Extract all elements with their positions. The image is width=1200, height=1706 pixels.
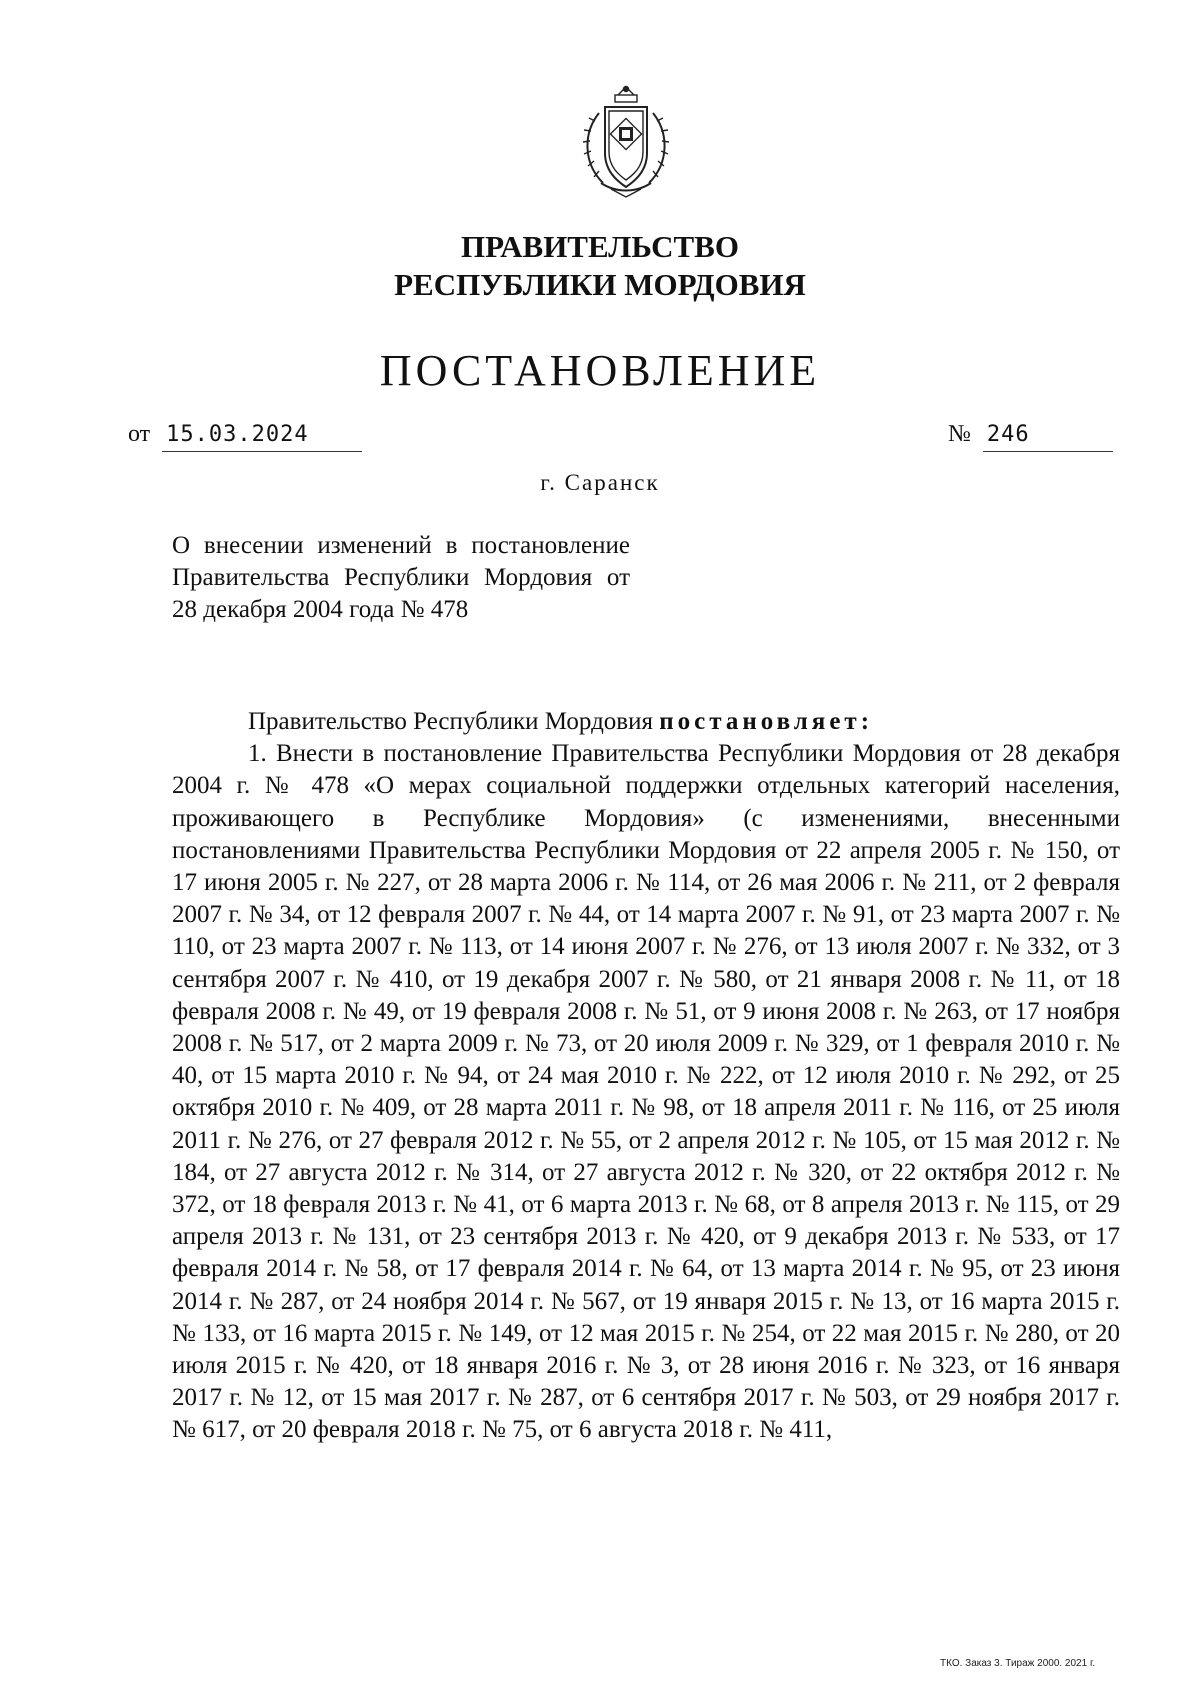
- date-value: 15.03.2024: [162, 419, 362, 452]
- document-body: [172, 706, 1120, 1447]
- preamble-verb: постановляет:: [659, 708, 874, 735]
- document-date: [128, 418, 362, 452]
- document-number: [948, 418, 1113, 452]
- government-title-line-1: ПРАВИТЕЛЬСТВО: [461, 229, 739, 264]
- coat-of-arms-emblem-icon: [571, 83, 681, 203]
- document-subject: О внесении изменений в постановление Правительства Республики Мордовия от 28 декабря 2004 года № 478: [172, 532, 630, 623]
- preamble-text: Правительство Республики Мордовия: [248, 708, 660, 735]
- number-value: 246: [983, 419, 1113, 452]
- government-title: [0, 228, 1200, 304]
- preamble-paragraph: [172, 706, 1120, 738]
- government-title-line-2: РЕСПУБЛИКИ МОРДОВИЯ: [394, 267, 806, 302]
- number-label: №: [948, 421, 971, 447]
- paragraph-1: 1. Внести в постановление Правительства Республики Мордовия от 28 декабря 2004 г. № 478 «О мерах социальной поддержки отдельных категорий населения, проживающего в Республике Мордовия» (с изменениями, внесенными постановлениями Правительства Республики Мордовия от 22 апреля 2005 г. № 150, от 17 июня 2005 г. № 227, от 28 марта 2006 г. № 114, от 26 мая 2006 г. № 211, от 2 февраля 2007 г. № 34, от 12 февраля 2007 г. № 44, от 14 марта 2007 г. № 91, от 23 марта 2007 г. № 110, от 23 марта 2007 г. № 113, от 14 июня 2007 г. № 276, от 13 июля 2007 г. № 332, от 3 сентября 2007 г. № 410, от 19 декабря 2007 г. № 580, от 21 января 2008 г. № 11, от 18 февраля 2008 г. № 49, от 19 февраля 2008 г. № 51, от 9 июня 2008 г. № 263, от 17 ноября 2008 г. № 517, от 2 марта 2009 г. № 73, от 20 июля 2009 г. № 329, от 1 февраля 2010 г. № 40, от 15 марта 2010 г. № 94, от 24 мая 2010 г. № 222, от 12 июля 2010 г. № 292, от 25 октября 2010 г. № 409, от 28 марта 2011 г. № 98, от 18 апреля 2011 г. № 116, от 25 июля 2011 г. № 276, от 27 февраля 2012 г. № 55, от 2 апреля 2012 г. № 105, от 15 мая 2012 г. № 184, от 27 августа 2012 г. № 314, от 27 августа 2012 г. № 320, от 22 октября 2012 г. № 372, от 18 февраля 2013 г. № 41, от 6 марта 2013 г. № 68, от 8 апреля 2013 г. № 115, от 29 апреля 2013 г. № 131, от 23 сентября 2013 г. № 420, от 9 декабря 2013 г. № 533, от 17 февраля 2014 г. № 58, от 17 февраля 2014 г. № 64, от 13 марта 2014 г. № 95, от 23 июня 2014 г. № 287, от 24 ноября 2014 г. № 567, от 19 января 2015 г. № 13, от 16 марта 2015 г. № 133, от 16 марта 2015 г. № 149, от 12 мая 2015 г. № 254, от 22 мая 2015 г. № 280, от 20 июля 2015 г. № 420, от 18 января 2016 г. № 3, от 28 июня 2016 г. № 323, от 16 января 2017 г. № 12, от 15 мая 2017 г. № 287, от 6 сентября 2017 г. № 503, от 29 ноября 2017 г. № 617, от 20 февраля 2018 г. № 75, от 6 августа 2018 г. № 411,: [172, 740, 1120, 1444]
- print-footer-note: ТКО. Заказ 3. Тираж 2000. 2021 г.: [940, 1658, 1096, 1669]
- document-type-heading: ПОСТАНОВЛЕНИЕ: [379, 346, 821, 395]
- date-label: от: [128, 421, 151, 447]
- city-line: г. Саранск: [540, 470, 660, 495]
